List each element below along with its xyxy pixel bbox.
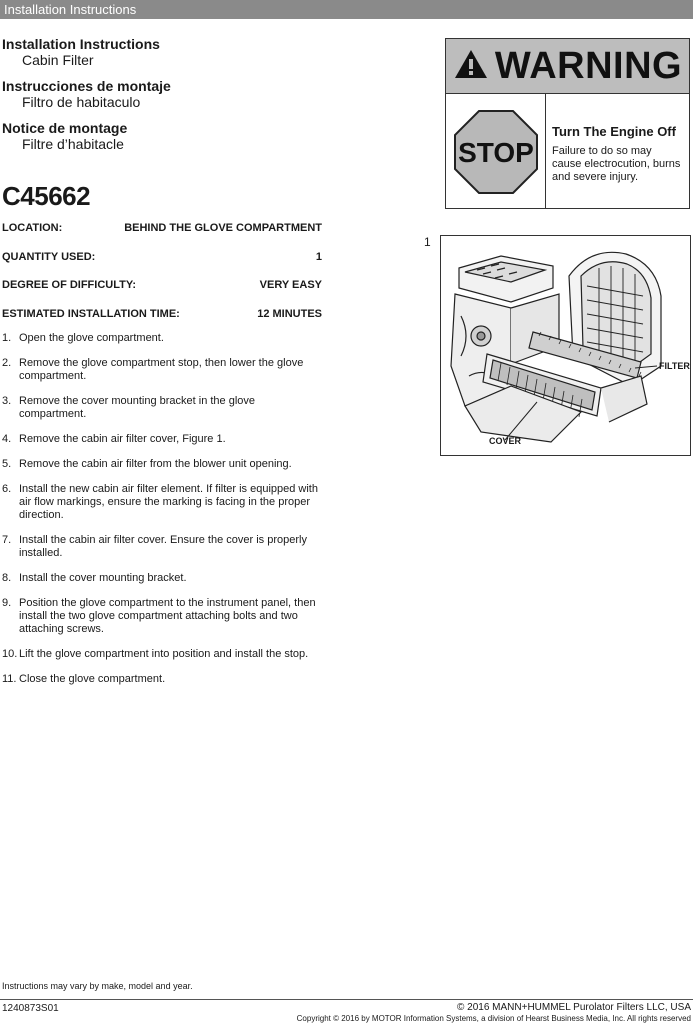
title-heading-en: Installation Instructions [2, 36, 160, 52]
list-item [2, 597, 322, 636]
step-number: 3. [2, 395, 12, 407]
warning-text-cell [546, 94, 689, 209]
step-text: Install the cabin air filter cover. Ensure the cover is properly installed. [19, 534, 307, 559]
filter-callout: FILTER [659, 361, 690, 371]
step-text: Close the glove compartment. [19, 673, 166, 685]
warning-body [446, 94, 689, 209]
list-item [2, 673, 322, 686]
step-number: 10. [2, 648, 18, 660]
warning-heading: WARNING [494, 44, 683, 87]
warning-title: Turn The Engine Off [552, 124, 676, 139]
footer-divider [0, 999, 693, 1000]
step-text: Position the glove compartment to the instrument panel, then install the two glove compartment attaching bolts and two attaching screws. [19, 597, 316, 635]
step-text: Remove the cabin air filter from the blower unit opening. [19, 458, 292, 470]
list-item [2, 458, 322, 471]
step-text: Lift the glove compartment into position and install the stop. [19, 648, 309, 660]
stop-sign-icon [453, 109, 539, 195]
step-number: 11. [2, 673, 17, 685]
page-header-bar [0, 0, 693, 19]
title-heading-es: Instrucciones de montaje [2, 78, 171, 94]
spec-label: ESTIMATED INSTALLATION TIME: [2, 307, 180, 320]
step-number: 4. [2, 433, 12, 445]
step-number: 1. [2, 332, 12, 344]
spec-value: BEHIND THE GLOVE COMPARTMENT [124, 222, 322, 234]
list-item [2, 395, 322, 421]
list-item [2, 332, 322, 345]
step-text: Install the new cabin air filter element. If filter is equipped with air flow markings, ensure the marking is facing in the proper direction. [19, 483, 318, 521]
step-number: 5. [2, 458, 12, 470]
spec-value: 1 [315, 250, 322, 263]
spec-value: 12 MINUTES [257, 307, 322, 320]
spec-label: QUANTITY USED: [2, 250, 96, 263]
list-item [2, 572, 322, 585]
title-sub-en: Cabin Filter [22, 52, 94, 68]
list-item [2, 534, 322, 560]
warning-box [445, 38, 690, 209]
step-number: 7. [2, 534, 12, 546]
list-item [2, 433, 322, 446]
spec-label: DEGREE OF DIFFICULTY: [2, 279, 137, 291]
document-id: 1240873S01 [2, 1003, 59, 1014]
figure-number: 1 [424, 235, 431, 249]
step-text: Install the cover mounting bracket. [19, 572, 187, 584]
header-title: Installation Instructions [4, 2, 137, 17]
part-number: C45662 [2, 181, 91, 211]
list-item [2, 357, 322, 383]
figure-1 [440, 235, 691, 456]
list-item [2, 648, 322, 661]
stop-sign-cell [446, 94, 546, 209]
step-text: Remove the glove compartment stop, then lower the glove compartment. [19, 357, 304, 382]
hvac-unit-illustration [441, 236, 690, 455]
spec-row [2, 278, 322, 293]
title-sub-es: Filtro de habitaculo [22, 94, 141, 110]
footnote: Instructions may vary by make, model and year. [2, 981, 193, 991]
warning-triangle-icon [453, 48, 489, 85]
spec-row [2, 250, 322, 265]
spec-value: VERY EASY [259, 279, 322, 291]
warning-header [446, 39, 689, 94]
title-block [2, 36, 332, 162]
step-text: Open the glove compartment. [19, 332, 164, 344]
copyright-sub: Copyright © 2016 by MOTOR Information Systems, a division of Hearst Business Media, Inc. All rights reserved [296, 1014, 691, 1023]
stop-sign-text: STOP [457, 136, 534, 168]
warning-message: Failure to do so may cause electrocution, burns and severe injury. [552, 145, 681, 183]
step-number: 6. [2, 483, 12, 495]
title-sub-fr: Filtre d’habitacle [22, 136, 124, 152]
spec-row [2, 307, 322, 322]
spec-list [2, 221, 322, 335]
instruction-steps [2, 332, 322, 698]
step-number: 9. [2, 597, 12, 609]
step-number: 8. [2, 572, 12, 584]
cover-callout: COVER [489, 436, 522, 446]
step-text: Remove the cover mounting bracket in the glove compartment. [19, 395, 256, 420]
step-text: Remove the cabin air filter cover, Figure 1. [19, 433, 226, 445]
list-item [2, 483, 322, 522]
spec-label: LOCATION: [2, 222, 63, 234]
copyright-main: © 2016 MANN+HUMMEL Purolator Filters LLC, USA [456, 1002, 691, 1013]
spec-row [2, 221, 322, 236]
title-heading-fr: Notice de montage [2, 120, 128, 136]
step-number: 2. [2, 357, 12, 369]
